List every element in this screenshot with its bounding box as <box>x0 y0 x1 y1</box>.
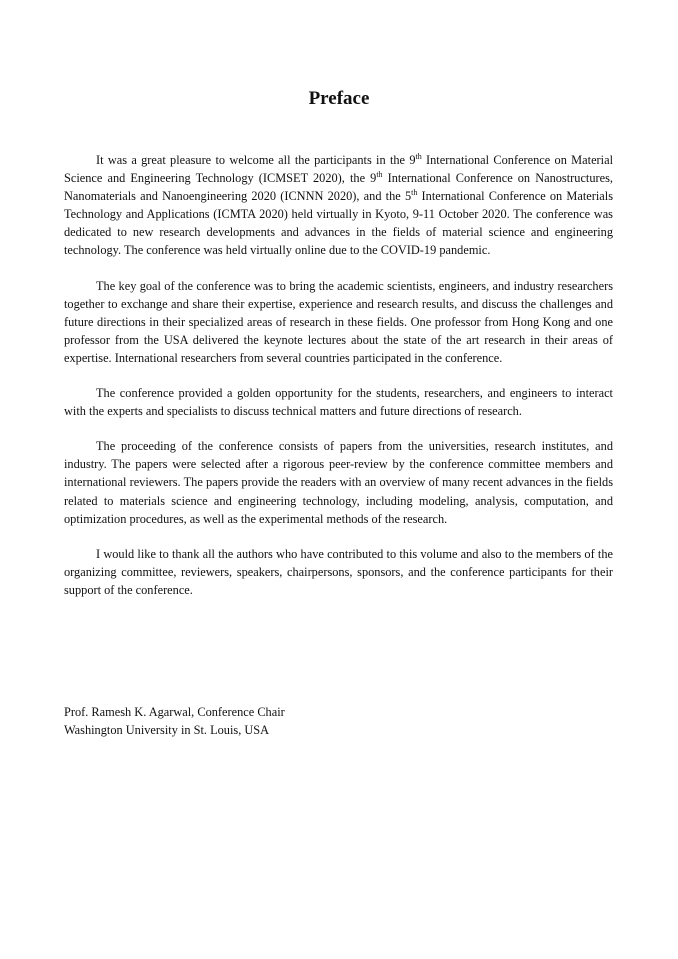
paragraph-1-part-d: International Conference on Materials Technology and Applications (ICMTA 2020) held virtually in Kyoto, 9-11 October 2020. The conference was dedicated to new research developments and advances in the fields of material science and engineering technology. The conference was held virtually online due to the COVID-19 pandemic. <box>64 189 613 258</box>
paragraph-2: The key goal of the conference was to bring the academic scientists, engineers, and industry researchers together to exchange and share their expertise, experience and research results, and discuss the challenges and future directions in their specialized areas of research in these fields. One professor from Hong Kong and one professor from the USA delivered the keynote lectures about the state of the art research in their areas of expertise. International researchers from several countries participated in the conference. <box>64 278 613 365</box>
signature-name: Prof. Ramesh K. Agarwal, Conference Chair <box>64 705 285 719</box>
paragraph-3: The conference provided a golden opportunity for the students, researchers, and engineers to interact with the experts and specialists to discuss technical matters and future directions of research. <box>64 386 613 419</box>
ordinal-superscript: th <box>411 188 418 198</box>
page-title: Preface <box>308 88 370 109</box>
signature-block <box>64 703 613 739</box>
paragraph-1-part-a: It was a great pleasure to welcome all the participants in the 9 <box>96 153 416 167</box>
preface-body <box>64 151 613 616</box>
paragraph-4: The proceeding of the conference consists of papers from the universities, research institutes, and industry. The papers were selected after a rigorous peer-review by the conference committee members and international reviewers. The papers provide the readers with an overview of many recent advances in the fields related to materials science and engineering technology, including modeling, analysis, computation, and optimization procedures, as well as the experimental methods of the research. <box>64 439 613 526</box>
ordinal-superscript: th <box>376 170 383 180</box>
paragraph-1 <box>64 151 613 260</box>
paragraph-1-part-c: International Conference on Nanostructures, Nanomaterials and Nanoengineering 2020 (ICNNN 2020), and the 5 <box>64 171 613 204</box>
paragraph-1-part-b: International Conference on Material Science and Engineering Technology (ICMSET 2020), the 9 <box>64 153 613 186</box>
paragraph-5: I would like to thank all the authors who have contributed to this volume and also to the members of the organizing committee, reviewers, speakers, chairpersons, sponsors, and the conference participants for their support of the conference. <box>64 546 613 597</box>
signature-affiliation: Washington University in St. Louis, USA <box>64 723 270 738</box>
ordinal-superscript: th <box>415 152 422 161</box>
